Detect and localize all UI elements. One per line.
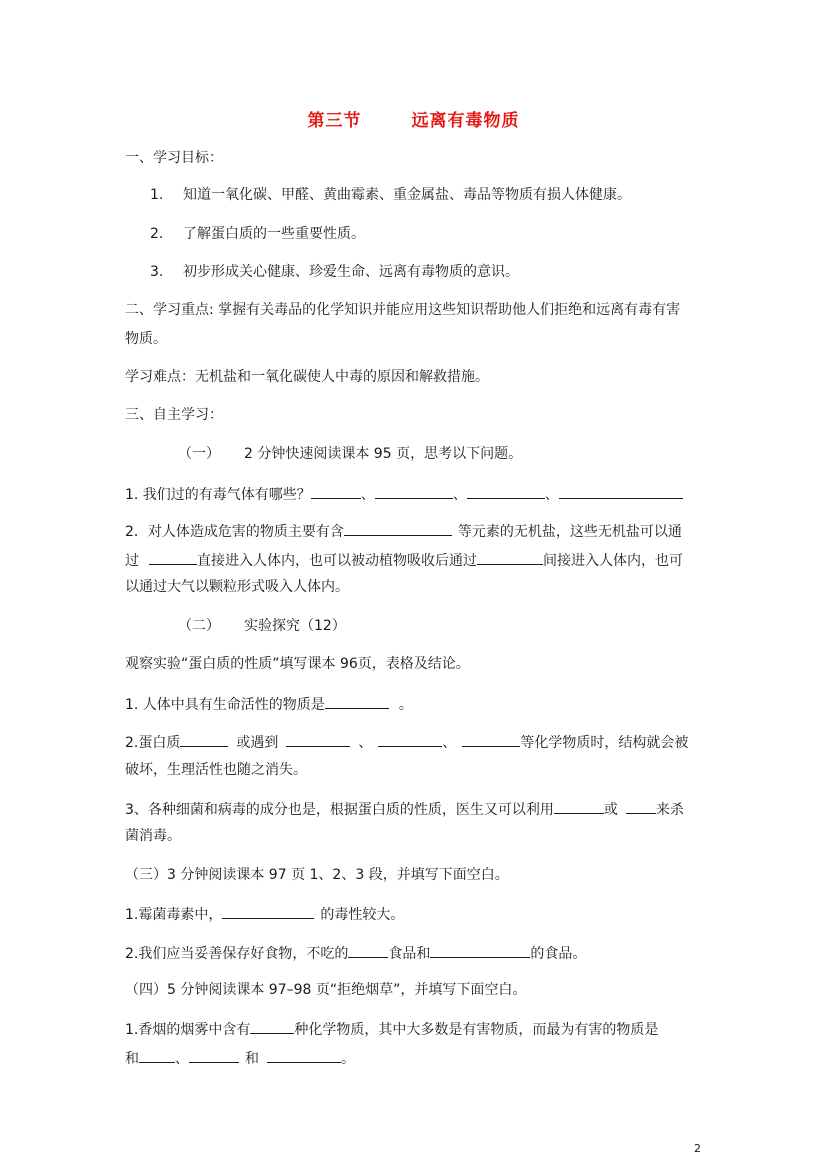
objective-2 xyxy=(150,225,365,243)
key-point-line2: 物质。 xyxy=(125,331,167,347)
observe-instruction: 观察实验“蛋白质的性质”填写课本 96页，表格及结论。 xyxy=(125,656,470,672)
title-part1: 第三节 xyxy=(307,111,362,131)
blank[interactable] xyxy=(286,732,350,747)
blank[interactable] xyxy=(180,732,228,747)
section-3-heading: （三）3 分钟阅读课本 97 页 1、2、3 段，并填写下面空白。 xyxy=(125,867,509,883)
blank[interactable] xyxy=(477,550,543,565)
question-text: 等化学物质时，结构就会被 xyxy=(520,735,689,751)
question-text: 1.霉菌毒素中， xyxy=(125,907,223,923)
question-1-2-line2 xyxy=(125,550,683,570)
question-3-1 xyxy=(125,904,404,924)
blank[interactable] xyxy=(554,799,604,814)
title-part2: 远离有毒物质 xyxy=(411,111,520,131)
objective-1 xyxy=(150,186,631,204)
question-2-2-line2: 破坏，生理活性也随之消失。 xyxy=(125,762,307,778)
separator: 、 xyxy=(360,487,375,503)
blank[interactable] xyxy=(462,732,520,747)
blank[interactable] xyxy=(311,484,361,499)
blank[interactable] xyxy=(139,1048,175,1063)
question-text: 和 xyxy=(245,1051,259,1067)
blank[interactable] xyxy=(267,1048,341,1063)
question-4-1-line1 xyxy=(125,1019,658,1039)
self-study-heading: 三、自主学习： xyxy=(125,407,223,423)
question-text: 直接进入人体内，也可以被动植物吸收后通过 xyxy=(197,553,477,569)
question-text: 2.我们应当妥善保存好食物，不吃的 xyxy=(125,946,349,962)
page-number: 2 xyxy=(694,1142,701,1155)
question-text: 的食品。 xyxy=(530,946,587,962)
section-label: （一） xyxy=(178,446,220,462)
question-text: 或 xyxy=(603,802,618,818)
question-text: 1. 人体中具有生命活性的物质是 xyxy=(125,697,325,713)
question-text: 等元素的无机盐，这些无机盐可以通 xyxy=(457,524,682,540)
section-label: （二） xyxy=(178,618,220,634)
objective-num: 1. xyxy=(150,187,164,203)
section-1-heading xyxy=(178,445,522,463)
blank[interactable] xyxy=(626,799,656,814)
question-text: 来杀 xyxy=(655,802,684,818)
question-text: 种化学物质，其中大多数是有害物质，而最为有害的物质是 xyxy=(294,1022,659,1038)
question-text: 2.蛋白质 xyxy=(125,735,181,751)
question-text: 的毒性较大。 xyxy=(320,907,405,923)
difficulty: 学习难点：无机盐和一氧化碳使人中毒的原因和解救措施。 xyxy=(125,369,489,385)
blank[interactable] xyxy=(430,943,530,958)
question-1-2-line1 xyxy=(125,521,682,541)
question-4-1-line2 xyxy=(125,1048,355,1068)
separator: 、 xyxy=(452,487,467,503)
section-text: 2 分钟快速阅读课本 95 页，思考以下问题。 xyxy=(244,446,523,462)
question-text: 。 xyxy=(341,1051,355,1067)
objective-text: 了解蛋白质的一些重要性质。 xyxy=(183,226,365,242)
question-text: 过 xyxy=(125,553,139,569)
question-text: 或遇到 xyxy=(236,735,279,751)
objective-num: 3. xyxy=(150,264,164,280)
question-1-2-line3: 以通过大气以颗粒形式吸入人体内。 xyxy=(125,579,349,595)
question-text: 2．对人体造成危害的物质主要有含 xyxy=(125,524,344,540)
objective-3 xyxy=(150,263,519,281)
question-text: 。 xyxy=(398,697,413,713)
blank[interactable] xyxy=(149,550,197,565)
blank[interactable] xyxy=(375,484,453,499)
question-2-2-line1 xyxy=(125,732,688,752)
question-2-1 xyxy=(125,694,413,714)
objective-num: 2. xyxy=(150,226,164,242)
objectives-heading: 一、学习目标： xyxy=(125,150,223,166)
section-2-heading xyxy=(178,617,346,635)
question-text: 食品和 xyxy=(388,946,431,962)
page-title xyxy=(0,106,827,131)
blank[interactable] xyxy=(559,484,683,499)
blank[interactable] xyxy=(325,694,389,709)
question-2-3-line2: 菌消毒。 xyxy=(125,828,181,844)
question-2-3-line1 xyxy=(125,799,684,819)
separator: 、 xyxy=(544,487,559,503)
blank[interactable] xyxy=(467,484,545,499)
section-text: 实验探究（12） xyxy=(244,618,346,634)
blank[interactable] xyxy=(378,732,442,747)
question-text: 和 xyxy=(125,1051,139,1067)
blank[interactable] xyxy=(348,943,388,958)
objective-text: 初步形成关心健康、珍爱生命、远离有毒物质的意识。 xyxy=(183,264,519,280)
question-text: 1. 我们过的有毒气体有哪些？ xyxy=(125,487,311,503)
question-text: 3、各种细菌和病毒的成分也是，根据蛋白质的性质，医生又可以利用 xyxy=(125,802,554,818)
objective-text: 知道一氧化碳、甲醛、黄曲霉素、重金属盐、毒品等物质有损人体健康。 xyxy=(183,187,631,203)
question-text: 1.香烟的烟雾中含有 xyxy=(125,1022,251,1038)
key-point-line1: 二、学习重点: 掌握有关毒品的化学知识并能应用这些知识帮助他人们拒绝和远离有毒有害 xyxy=(125,302,681,318)
blank[interactable] xyxy=(222,904,314,919)
question-1-1 xyxy=(125,484,683,504)
separator: 、 xyxy=(175,1051,189,1067)
blank[interactable] xyxy=(189,1048,239,1063)
section-4-heading: （四）5 分钟阅读课本 97–98 页“拒绝烟草”，并填写下面空白。 xyxy=(125,982,527,998)
blank[interactable] xyxy=(344,521,452,536)
separator: 、 xyxy=(358,735,373,751)
question-3-2 xyxy=(125,943,586,963)
blank[interactable] xyxy=(250,1019,294,1034)
separator: 、 xyxy=(442,735,457,751)
question-text: 间接进入人体内，也可 xyxy=(543,553,683,569)
